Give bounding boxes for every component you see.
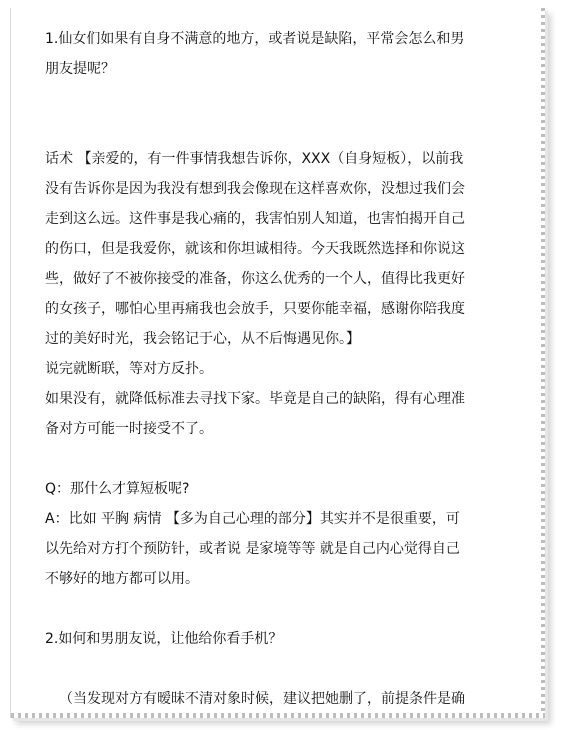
faq-answer-line: 不够好的地方都可以用。: [45, 571, 199, 587]
script-line: 没有告诉你是因为我没有想到我会像现在这样喜欢你，没想过我们会: [45, 181, 465, 197]
spacer: [45, 114, 515, 144]
script-line: 走到这么远。这件事是我心痛的，我害怕别人知道，也害怕揭开自己: [45, 211, 465, 227]
faq-answer-line: 以先给对方打个预防针，或者说 是家境等等 就是自己内心觉得自己: [45, 541, 460, 557]
spacer: [45, 84, 515, 114]
fallback-line-1: 如果没有，就降低标准去寻找下家。毕竟是自己的缺陷，得有心理准: [45, 391, 465, 407]
spacer: [45, 594, 515, 624]
torn-right-edge: [541, 8, 545, 718]
faq-answer-line: A：比如 平胸 病情 【多为自己心理的部分】其实并不是很重要，可: [45, 511, 460, 527]
question-2-partial-line: （当发现对方有暧昧不清对象时候，建议把她删了，前提条件是确: [59, 691, 465, 707]
document-body: [45, 24, 515, 714]
script-line: 的伤口，但是我爱你，就该和你坦诚相待。今天我既然选择和你说这: [45, 241, 465, 257]
script-line: 些，做好了不被你接受的准备，你这么优秀的一个人，值得比我更好: [45, 271, 465, 287]
question-1-title-line-1: 1.仙女们如果有自身不满意的地方，或者说是缺陷，平常会怎么和男: [45, 31, 465, 47]
torn-bottom-edge: [11, 713, 545, 718]
spacer: [45, 444, 515, 474]
question-2-title: 2.如何和男朋友说，让他给你看手机？: [45, 631, 283, 647]
faq-question: Q：那什么才算短板呢?: [45, 481, 190, 497]
fallback-line-2: 备对方可能一时接受不了。: [45, 421, 213, 437]
script-line: 的女孩子，哪怕心里再痛我也会放手，只要你能幸福，感谢你陪我度: [45, 301, 465, 317]
question-1-title-line-2: 朋友提呢？: [45, 61, 115, 77]
spacer: [45, 654, 515, 684]
after-instruction: 说完就断联，等对方反扑。: [45, 361, 213, 377]
script-line: 话术 【亲爱的，有一件事情我想告诉你，XXX（自身短板），以前我: [45, 151, 464, 167]
document-page: [10, 8, 545, 718]
script-line: 过的美好时光，我会铭记于心，从不后悔遇见你。】: [45, 331, 360, 347]
